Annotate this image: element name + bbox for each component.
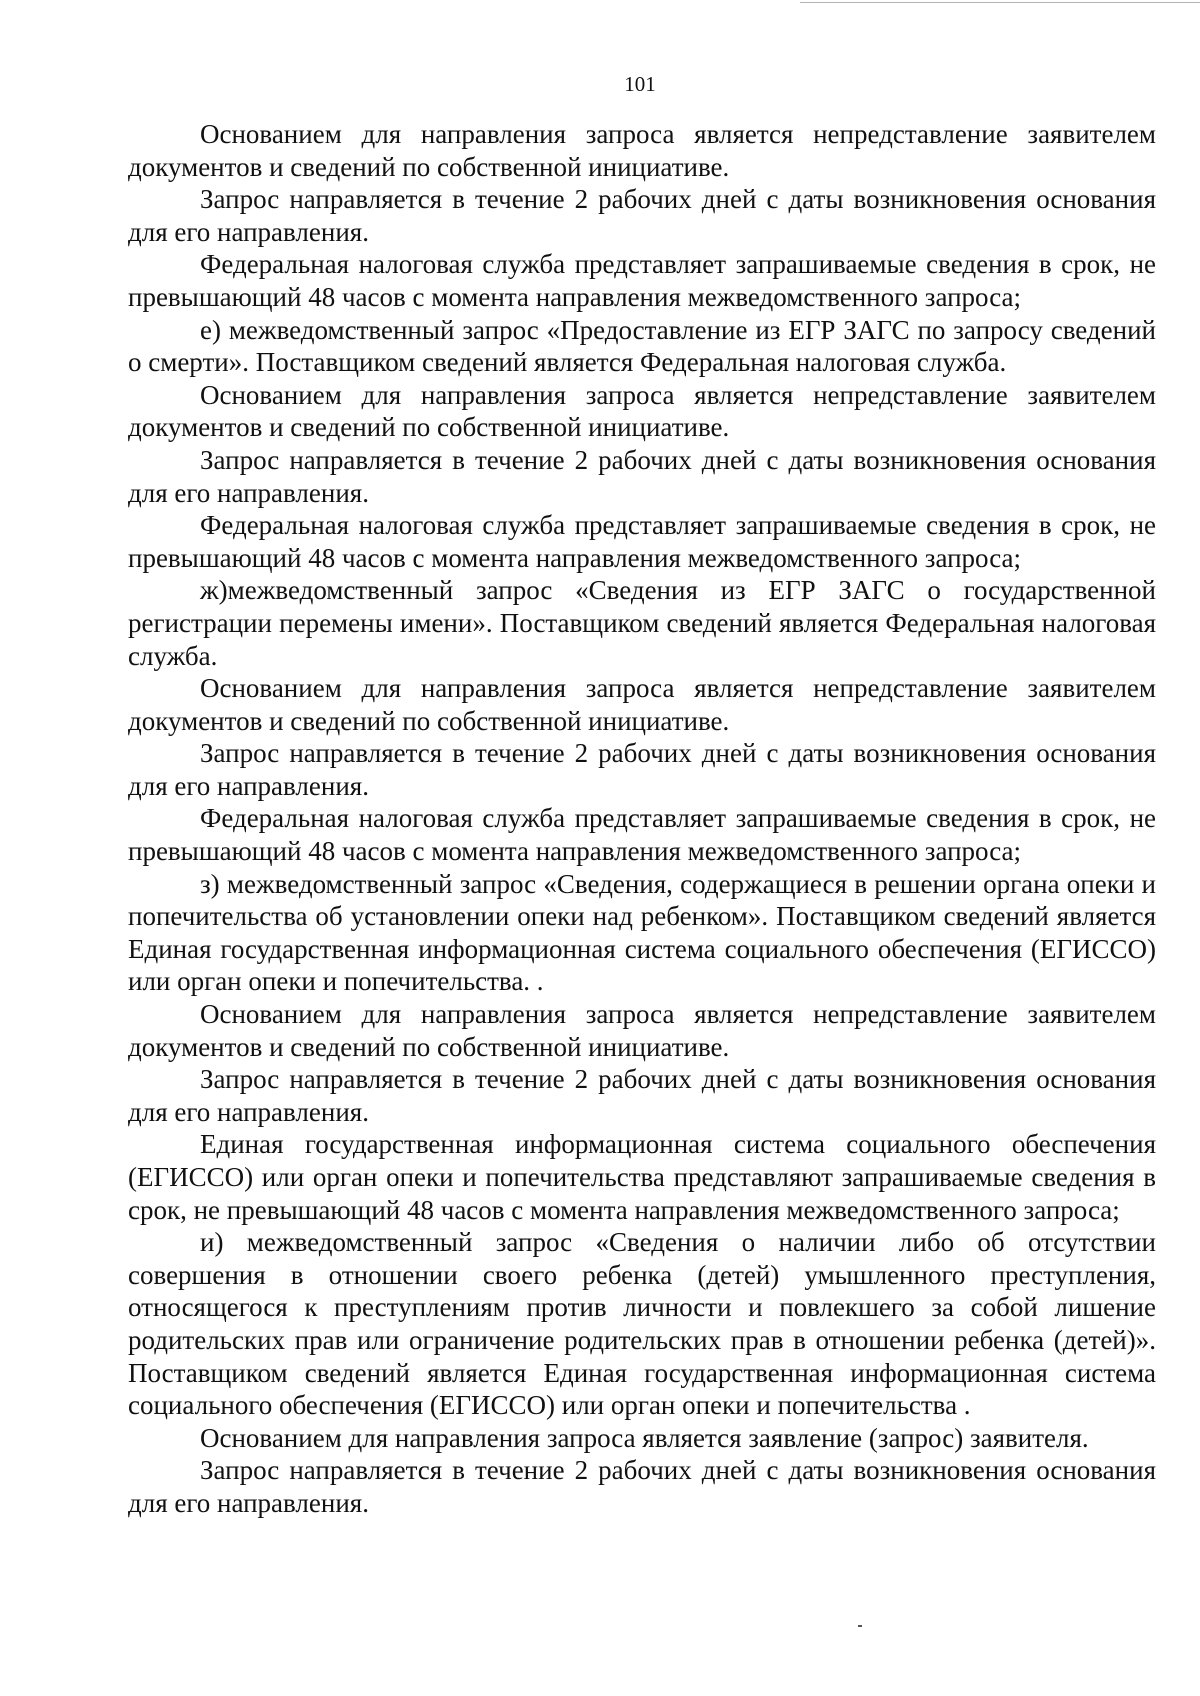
paragraph: Запрос направляется в течение 2 рабочих дней с даты возникновения основания для его направления. (128, 738, 1156, 801)
paragraph: з) межведомственный запрос «Сведения, содержащиеся в решении органа опеки и попечительства об установлении опеки над ребенком». Поставщиком сведений является Единая государственная информационная система социального обеспечения (ЕГИССО) или орган опеки и попечительства. . (128, 868, 1156, 997)
paragraph: Запрос направляется в течение 2 рабочих дней с даты возникновения основания для его направления. (128, 184, 1156, 247)
paragraph: Единая государственная информационная система социального обеспечения (ЕГИССО) или орган опеки и попечительства представляют запрашиваемые сведения в срок, не превышающий 48 часов с момента направления межведомственного запроса; (128, 1129, 1156, 1225)
paragraph: Федеральная налоговая служба представляет запрашиваемые сведения в срок, не превышающий 48 часов с момента направления межведомственного запроса; (128, 510, 1156, 573)
paragraph: Федеральная налоговая служба представляет запрашиваемые сведения в срок, не превышающий 48 часов с момента направления межведомственного запроса; (128, 803, 1156, 867)
paragraph: Запрос направляется в течение 2 рабочих дней с даты возникновения основания для его направления. (128, 444, 1156, 508)
scan-speck (858, 1625, 862, 1627)
paragraph: Запрос направляется в течение 2 рабочих дней с даты возникновения основания для его направления. (128, 1064, 1156, 1127)
scan-edge-line (800, 2, 1200, 3)
paragraph: Основанием для направления запроса является непредставление заявителем документов и сведений по собственной инициативе. (128, 673, 1156, 736)
paragraph: Основанием для направления запроса является непредставление заявителем документов и сведений по собственной инициативе. (128, 379, 1156, 443)
paragraph: Федеральная налоговая служба представляет запрашиваемые сведения в срок, не превышающий 48 часов с момента направления межведомственного запроса; (128, 249, 1156, 312)
paragraph: и) межведомственный запрос «Сведения о наличии либо об отсутствии совершения в отношении своего ребенка (детей) умышленного преступления, относящегося к преступлениям против личности и повлекшего за собой лишение родительских прав или ограничение родительских прав в отношении ребенка (детей)». Поставщиком сведений является Единая государственная информационная система социального обеспечения (ЕГИССО) или орган опеки и попечительства . (128, 1227, 1156, 1421)
paragraph: Основанием для направления запроса является непредставление заявителем документов и сведений по собственной инициативе. (128, 999, 1156, 1062)
paragraph: ж)межведомственный запрос «Сведения из ЕГР ЗАГС о государственной регистрации перемены имени». Поставщиком сведений является Федеральная налоговая служба. (128, 575, 1156, 671)
page-number: 101 (624, 72, 656, 96)
paragraph: е) межведомственный запрос «Предоставление из ЕГР ЗАГС по запросу сведений о смерти». Поставщиком сведений является Федеральная налоговая служба. (128, 314, 1156, 378)
document-body (128, 118, 1156, 1520)
paragraph: Запрос направляется в течение 2 рабочих дней с даты возникновения основания для его направления. (128, 1455, 1156, 1518)
paragraph: Основанием для направления запроса является непредставление заявителем документов и сведений по собственной инициативе. (128, 119, 1156, 182)
paragraph: Основанием для направления запроса является заявление (запрос) заявителя. (200, 1422, 1089, 1453)
